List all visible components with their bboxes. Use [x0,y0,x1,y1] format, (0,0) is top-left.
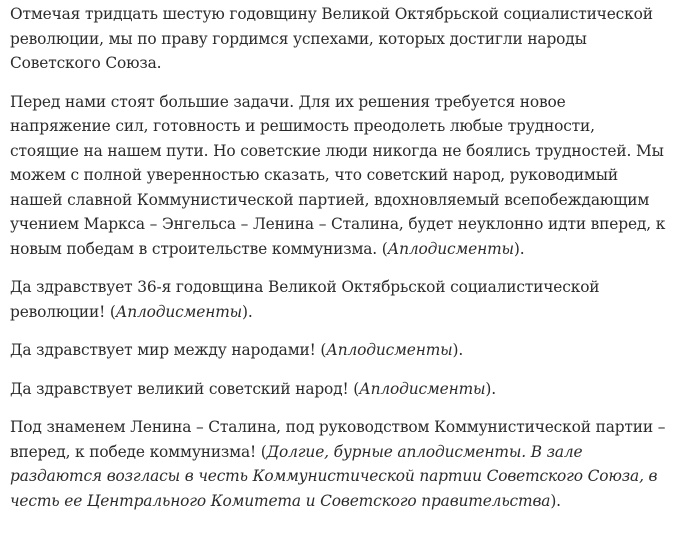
applause-remark: Аплодисменты [359,379,486,398]
applause-remark: Аплодисменты [326,341,453,359]
paragraph-banner [10,415,668,513]
paragraph-peace [10,338,668,363]
paragraph-people [10,377,668,402]
paragraph-tasks [10,90,668,262]
applause-remark: Аплодисменты [115,302,243,321]
paragraph-intro [10,2,668,76]
paragraph-text-end: ). [550,491,561,510]
paragraph-text: Да здравствует великий советский народ! ( [10,379,360,398]
paragraph-text-end: ). [452,341,464,359]
paragraph-text-end: ). [485,379,497,398]
paragraph-text: Да здравствует 36-я годовщина Великой Октябрьской социалистической революции! ( [10,278,600,321]
paragraph-text: Отмечая тридцать шестую годовщину Великой Октябрьской социалистической революции, мы по праву гордимся успехами, которых достигли народы Советского Союза. [10,5,653,72]
paragraph-text: Перед нами стоят большие задачи. Для их решения требуется новое напряжение сил, готовность и решимость преодолеть любые трудности, стоящие на нашем пути. Но советские люди никогда не боялись трудностей. Мы можем с полной уверенностью сказать, что советский народ, руководимый нашей славной Коммунистической партией, вдохновляемый всепобеждающим учением Маркса – Энгельса – Ленина – Сталина, будет неуклонно идти вперед, к новым победам в строительстве коммунизма. ( [10,92,666,258]
applause-remark: Аплодисменты [387,239,514,258]
paragraph-text: Да здравствует мир между народами! ( [10,341,327,359]
paragraph-anniversary [10,275,668,324]
paragraph-text-end: ). [513,239,525,258]
paragraph-text-end: ). [242,302,253,321]
applause-remark: Долгие, бурные аплодисменты. В зале раздаются возгласы в честь Коммунистической партии Советского Союза, в честь ее Центрального Комитета и Советского правительства [10,442,658,510]
paragraph-text: Под знаменем Ленина – Сталина, под руководством Коммунистической партии – вперед, к победе коммунизма! ( [10,418,666,461]
